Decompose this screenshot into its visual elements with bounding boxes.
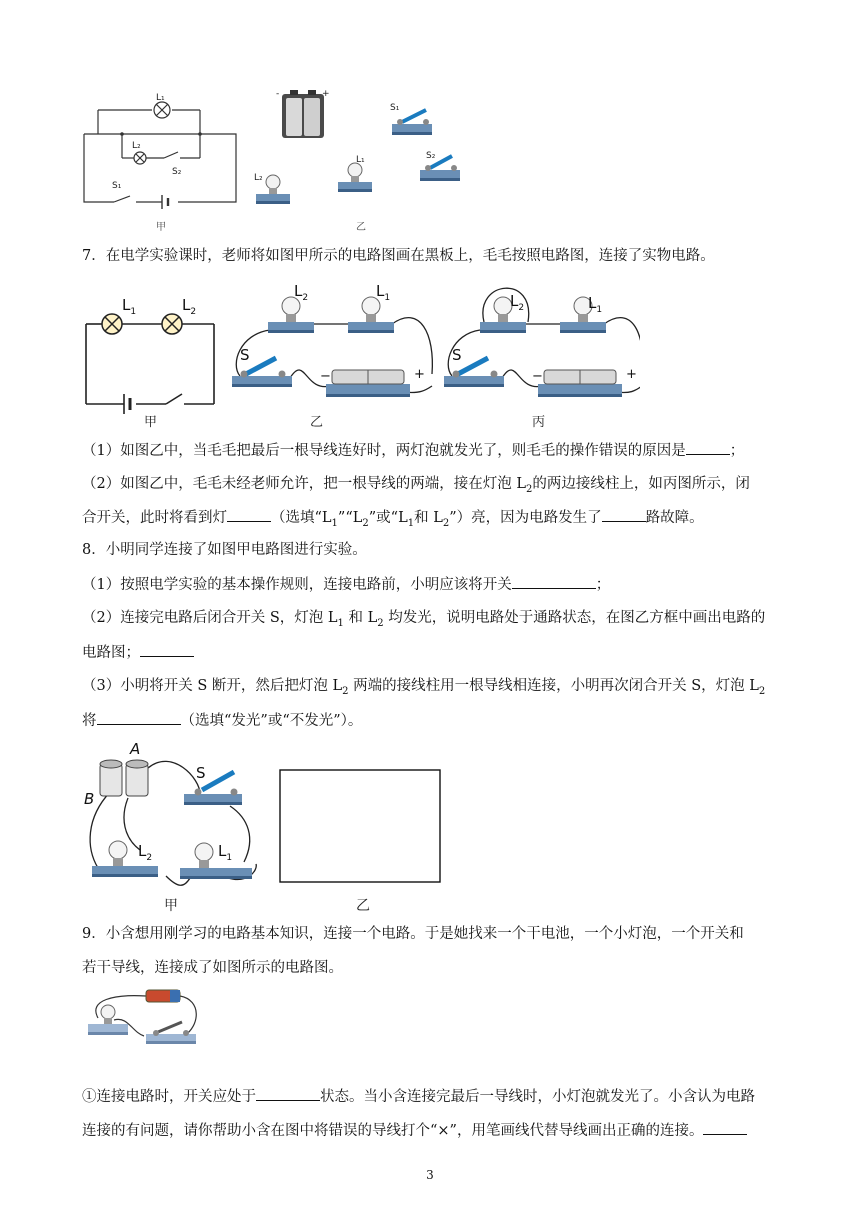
- q7-yi-plus: +: [414, 367, 425, 382]
- q7-bing-s: S: [452, 346, 462, 364]
- yi-s1-label: S₁: [390, 103, 400, 113]
- q8-caption-yi: 乙: [356, 898, 370, 914]
- yi-l2-label: L₂: [254, 173, 263, 183]
- q7-jia-l1-sub: 1: [130, 307, 137, 317]
- q7-yi-l1: L: [376, 282, 385, 300]
- page-number: 3: [426, 1168, 434, 1182]
- q7-blank-3[interactable]: [602, 507, 646, 522]
- q7-yi-minus: −: [320, 369, 331, 384]
- q8-caption-jia: 甲: [164, 898, 178, 914]
- q8-p2a: （2）连接完电路后闭合开关 S，灯泡 $L_1$ 和 $L_2$ 均发光，说明电路处于通路状态，在图乙方框中画出电路的: [82, 610, 766, 629]
- q7-yi-l2-sub: 2: [302, 293, 309, 303]
- q9-battery-icon: [146, 990, 180, 1002]
- yi-l1-bulb-icon: [338, 163, 372, 192]
- q9-blank-2[interactable]: [703, 1120, 747, 1135]
- jia-l1-label: L₁: [156, 93, 165, 103]
- q7-jia-l2: L: [182, 296, 191, 314]
- q7-p2b: 合开关，此时将看到灯 （选填“$L_1”“L_2$”或“$L_1$和 $L_2$”）亮，因为电路发生了 路故障。: [82, 507, 704, 534]
- q7-p2a: （2）如图乙中，毛毛未经老师允许，把一根导线的两端，接在灯泡 $L_2$的两边接线柱上，如丙图所示，闭: [82, 476, 750, 495]
- top-figure-jia: [78, 88, 248, 236]
- q7-figure: [80, 274, 640, 428]
- q8-p1: （1）按照电学实验的基本操作规则，连接电路前，小明应该将开关 ；: [82, 574, 610, 595]
- q7-bing-l2-sub: 2: [518, 303, 525, 313]
- battery-pair-icon: [100, 760, 148, 796]
- q8-p3a: （3）小明将开关 S 断开，然后把灯泡 $L_2$ 两端的接线柱用一根导线相连接，小明再次闭合开关 S，灯泡 $L_2$: [82, 678, 766, 697]
- q7-bing-l1-sub: 1: [596, 305, 603, 315]
- q8-label-s: S: [196, 764, 206, 782]
- q8-label-a: A: [130, 740, 141, 758]
- q7-bing-caption: 丙: [532, 415, 546, 428]
- q7-bing-plus: +: [626, 367, 637, 382]
- yi-s2-label: S₂: [426, 151, 436, 161]
- q7-bing-minus: −: [532, 369, 543, 384]
- q8-figure: [80, 738, 450, 916]
- yi-l1-label: L₁: [356, 155, 365, 165]
- svg-text:L1: [218, 842, 232, 863]
- q8-l2-sub: 2: [146, 853, 153, 863]
- bing-battery-holder-icon: [538, 370, 622, 397]
- q8-label-b: B: [84, 790, 95, 808]
- q7-yi-caption: 乙: [310, 415, 324, 428]
- q7-yi-l1-sub: 1: [384, 293, 391, 303]
- q8-l2: L: [138, 842, 147, 860]
- q9-p1: ①连接电路时，开关应处于 状态。当小含连接完最后一导线时，小灯泡就发光了。小含认为电路: [82, 1086, 755, 1107]
- q7-jia-l1: L: [122, 296, 131, 314]
- yi-s1-switch-icon: [392, 110, 432, 135]
- q8-l1-bulb-icon: [180, 843, 252, 879]
- q8-l1: L: [218, 842, 227, 860]
- q8-p3b: 将 （选填“发光”或“不发光”）。: [82, 710, 362, 731]
- jia-l1-lamp-icon: [102, 314, 122, 334]
- jia-l2-lamp-icon: [162, 314, 182, 334]
- q7-blank-1[interactable]: [686, 440, 730, 455]
- q9-switch-icon: [146, 1022, 196, 1044]
- top-figure-yi: [250, 84, 460, 236]
- yi-plus-label: +: [322, 89, 330, 99]
- q7-bing-l2: L: [510, 292, 519, 310]
- q8-blank-1[interactable]: [512, 574, 596, 589]
- jia-s2-label: S₂: [172, 167, 182, 177]
- svg-text:L1: [588, 294, 602, 315]
- svg-text:L1: [376, 282, 390, 303]
- yi-battery-holder-icon: [326, 370, 410, 397]
- bing-l1-bulb-icon: [560, 297, 606, 333]
- q9-figure: [84, 986, 204, 1046]
- q9-p2: 连接的有问题，请你帮助小含在图中将错误的导线打个“×”，用笔画线代替导线画出正确的连接。: [82, 1120, 747, 1141]
- svg-text:L2: [294, 282, 308, 303]
- svg-text:L1: [122, 296, 136, 317]
- q7-jia-l2-sub: 2: [190, 307, 197, 317]
- jia-s1-label: S₁: [112, 181, 122, 191]
- svg-text:L2: [138, 842, 152, 863]
- q9-stem-2: 若干导线，连接成了如图所示的电路图。: [82, 960, 343, 976]
- q7-jia-caption: 甲: [144, 415, 158, 428]
- q9-stem-1: 9．小含想用刚学习的电路基本知识，连接一个电路。于是她找来一个干电池，一个小灯泡，一个开关和: [82, 926, 744, 942]
- q7-yi-s: S: [240, 346, 250, 364]
- q9-blank-1[interactable]: [256, 1086, 320, 1101]
- battery-pack-icon: [282, 90, 324, 138]
- q7-yi-l2: L: [294, 282, 303, 300]
- q7-stem: 7．在电学实验课时，老师将如图甲所示的电路图画在黑板上，毛毛按照电路图，连接了实物电路。: [82, 248, 715, 264]
- yi-caption: 乙: [356, 222, 366, 233]
- q8-l1-sub: 1: [226, 853, 233, 863]
- q8-drawing-box: [280, 770, 440, 882]
- jia-caption: 甲: [156, 222, 166, 233]
- q7-blank-2[interactable]: [227, 507, 271, 522]
- svg-text:L2: [182, 296, 196, 317]
- q8-blank-3[interactable]: [97, 710, 181, 725]
- yi-minus-label: -: [276, 89, 280, 99]
- q8-stem: 8．小明同学连接了如图甲电路图进行实验。: [82, 542, 367, 558]
- jia-l2-label: L₂: [132, 141, 141, 151]
- q8-p2b: 电路图；: [82, 642, 194, 663]
- q7-bing-l1: L: [588, 294, 597, 312]
- q7-p1: （1）如图乙中，当毛毛把最后一根导线连好时，两灯泡就发光了，则毛毛的操作错误的原因是 ；: [82, 440, 744, 461]
- q8-blank-2[interactable]: [140, 642, 194, 657]
